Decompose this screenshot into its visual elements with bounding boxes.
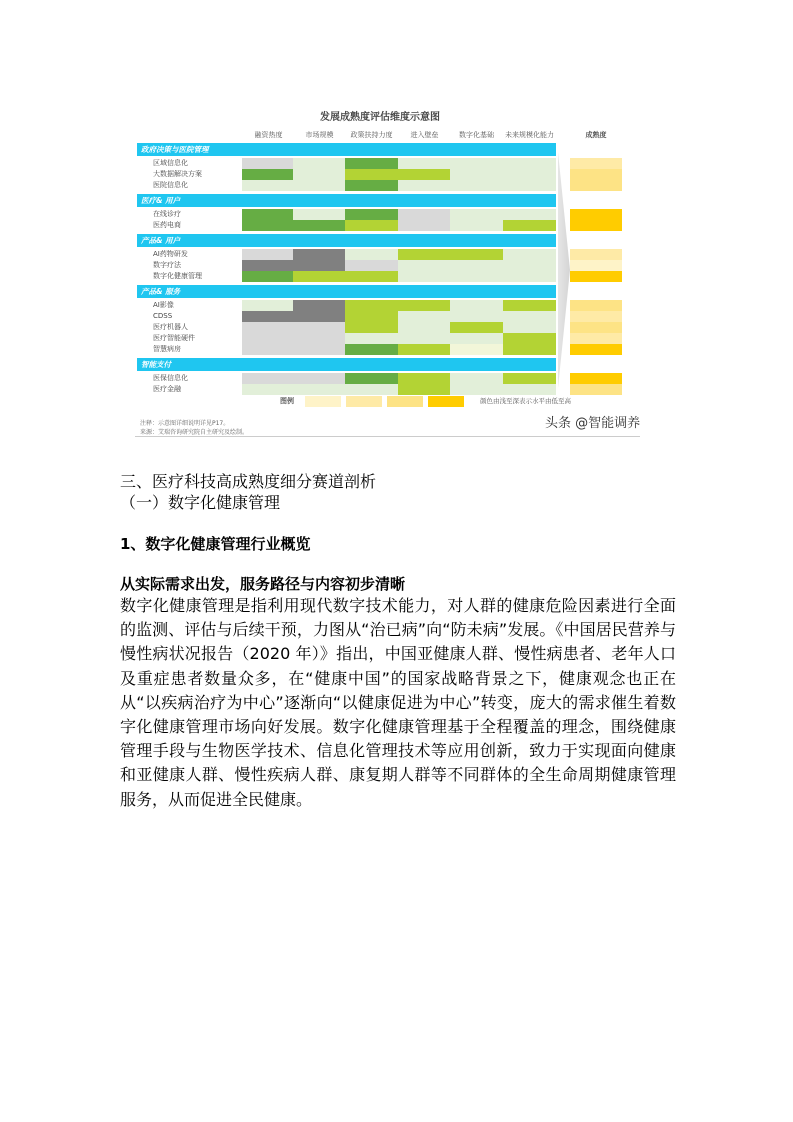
heatmap-cell	[398, 169, 450, 180]
heatmap-cell	[398, 300, 450, 311]
heatmap-cell	[398, 220, 450, 231]
heatmap-cell	[293, 249, 345, 260]
heatmap-cell	[450, 384, 503, 395]
category-header: 医疗& 用户	[137, 194, 556, 207]
heatmap-cell	[503, 271, 556, 282]
heatmap-cell	[450, 322, 503, 333]
heatmap-cell	[345, 209, 398, 220]
row-label: 数字疗法	[153, 261, 181, 269]
maturity-cell	[570, 373, 622, 384]
heatmap-cell	[450, 373, 503, 384]
category-header: 智能支付	[137, 358, 556, 371]
watermark: 头条 @智能调养	[545, 416, 641, 431]
heatmap-cell	[398, 311, 450, 322]
heatmap-cell	[293, 384, 345, 395]
maturity-cell	[570, 158, 622, 169]
maturity-cell	[570, 311, 622, 322]
heatmap-cell	[503, 220, 556, 231]
heatmap-cell	[242, 180, 293, 191]
maturity-cell	[570, 180, 622, 191]
row-label: 医疗机器人	[153, 323, 188, 331]
heatmap-cell	[293, 271, 345, 282]
heatmap-cell	[242, 158, 293, 169]
row-label: 医疗智能硬件	[153, 334, 195, 342]
heatmap-cell	[293, 333, 345, 344]
heatmap-cell	[242, 220, 293, 231]
row-label: 医疗金融	[153, 385, 181, 393]
legend-swatch	[346, 396, 382, 407]
heatmap-cell	[242, 249, 293, 260]
heatmap-cell	[450, 333, 503, 344]
figure-title: 发展成熟度评估维度示意图	[320, 112, 440, 123]
heatmap-cell	[503, 373, 556, 384]
row-label: 数字化健康管理	[153, 272, 202, 280]
heatmap-cell	[242, 311, 293, 322]
heatmap-cell	[345, 180, 398, 191]
maturity-cell	[570, 260, 622, 271]
row-label: 医药电商	[153, 221, 181, 229]
heatmap-cell	[503, 169, 556, 180]
row-label: AI药物研发	[153, 250, 188, 258]
maturity-cell	[570, 322, 622, 333]
heatmap-cell	[503, 260, 556, 271]
heatmap-cell	[398, 180, 450, 191]
heatmap-cell	[503, 384, 556, 395]
heatmap-cell	[503, 300, 556, 311]
heatmap-cell	[242, 373, 293, 384]
heatmap-cell	[242, 300, 293, 311]
maturity-cell	[570, 344, 622, 355]
body-paragraph: 数字化健康管理是指利用现代数字技术能力，对人群的健康危险因素进行全面的监测、评估与后续干预，力图从“治已病”向“防未病”发展。《中国居民营养与慢性病状况报告（2020 年）》指出，中国亚健康人群、慢性病患者、老年人口及重症患者数量众多，在“健康中国”的国家战略背景之下，健康观念也正在从“以疾病治疗为中心”逐渐向“以健康促进为中心”转变，庞大的需求催生着数字化健康管理市场向好发展。数字化健康管理基于全程覆盖的理念，围绕健康管理手段与生物医学技术、信息化管理技术等应用创新，致力于实现面向健康和亚健康人群、慢性疾病人群、康复期人群等不同群体的全生命周期健康管理服务，从而促进全民健康。	[120, 596, 676, 809]
row-label: 在线诊疗	[153, 210, 181, 218]
maturity-cell	[570, 220, 622, 231]
divider	[135, 436, 640, 437]
heatmap-cell	[398, 158, 450, 169]
heatmap-cell	[345, 271, 398, 282]
heatmap-cell	[293, 169, 345, 180]
heatmap-cell	[293, 180, 345, 191]
heatmap-cell	[242, 384, 293, 395]
heatmap-cell	[503, 322, 556, 333]
heatmap-cell	[398, 209, 450, 220]
heatmap-cell	[242, 344, 293, 355]
heatmap-cell	[293, 220, 345, 231]
heatmap-cell	[345, 311, 398, 322]
heatmap-cell	[503, 344, 556, 355]
heatmap-cell	[503, 158, 556, 169]
heatmap-cell	[398, 373, 450, 384]
subsection-title: （一）数字化健康管理	[120, 493, 281, 512]
heatmap-cell	[345, 333, 398, 344]
figure-note: 注释：示意图详细说明详见P17。	[140, 420, 230, 427]
heatmap-cell	[398, 271, 450, 282]
heatmap-cell	[293, 344, 345, 355]
column-header: 进入壁垒	[410, 131, 439, 139]
heatmap-cell	[242, 271, 293, 282]
legend-label: 图例	[280, 397, 294, 405]
row-label: 大数据解决方案	[153, 170, 202, 178]
legend-swatch	[305, 396, 341, 407]
heading-overview: 1、数字化健康管理行业概览	[120, 535, 311, 553]
column-header: 市场规模	[305, 131, 334, 139]
heatmap-cell	[345, 344, 398, 355]
heatmap-cell	[398, 260, 450, 271]
row-label: 智慧病房	[153, 345, 181, 353]
heatmap-cell	[450, 311, 503, 322]
row-label: CDSS	[153, 312, 173, 320]
category-header: 产品& 用户	[137, 234, 556, 247]
maturity-cell	[570, 271, 622, 282]
maturity-cell	[570, 300, 622, 311]
heatmap-cell	[242, 169, 293, 180]
heatmap-cell	[293, 322, 345, 333]
category-header: 政府决策与医院管理	[137, 143, 556, 156]
figure-source: 来源：艾瑞咨询研究院自主研究及绘制。	[140, 429, 249, 436]
heading-demand: 从实际需求出发，服务路径与内容初步清晰	[120, 575, 406, 593]
heatmap-cell	[450, 169, 503, 180]
heatmap-cell	[293, 209, 345, 220]
heatmap-cell	[242, 209, 293, 220]
heatmap-cell	[450, 209, 503, 220]
maturity-header: 成熟度	[585, 131, 607, 139]
heatmap-cell	[293, 158, 345, 169]
maturity-cell	[570, 209, 622, 220]
heatmap-cell	[450, 220, 503, 231]
heatmap-cell	[503, 333, 556, 344]
heatmap-cell	[398, 384, 450, 395]
column-header: 未来规模化能力	[505, 131, 554, 139]
row-label: 医院信息化	[153, 181, 188, 189]
maturity-cell	[570, 249, 622, 260]
row-label: AI影像	[153, 301, 174, 309]
arrow-shape	[558, 152, 570, 388]
section-title: 三、医疗科技高成熟度细分赛道剖析	[120, 472, 377, 491]
heatmap-cell	[450, 260, 503, 271]
heatmap-cell	[450, 344, 503, 355]
heatmap-cell	[450, 180, 503, 191]
heatmap-cell	[503, 311, 556, 322]
row-label: 区域信息化	[153, 159, 188, 167]
heatmap-cell	[293, 260, 345, 271]
heatmap-cell	[345, 373, 398, 384]
heatmap-cell	[345, 260, 398, 271]
maturity-cell	[570, 384, 622, 395]
heatmap-cell	[450, 158, 503, 169]
heatmap-cell	[293, 373, 345, 384]
heatmap-cell	[398, 322, 450, 333]
legend-swatch	[428, 396, 464, 407]
heatmap-cell	[345, 220, 398, 231]
heatmap-cell	[450, 300, 503, 311]
heatmap-cell	[345, 384, 398, 395]
category-header: 产品& 服务	[137, 285, 556, 298]
heatmap-cell	[398, 333, 450, 344]
heatmap-cell	[345, 169, 398, 180]
heatmap-cell	[503, 209, 556, 220]
heatmap-cell	[242, 333, 293, 344]
heatmap-cell	[345, 322, 398, 333]
heatmap-cell	[450, 271, 503, 282]
heatmap-cell	[450, 249, 503, 260]
heatmap-cell	[345, 249, 398, 260]
legend-text: 颜色由浅至深表示水平由低至高	[480, 397, 571, 405]
row-label: 医保信息化	[153, 374, 188, 382]
heatmap-cell	[503, 249, 556, 260]
column-header: 政策扶持力度	[350, 131, 393, 139]
legend-swatch	[387, 396, 423, 407]
column-header: 融资热度	[254, 131, 283, 139]
heatmap-cell	[398, 344, 450, 355]
heatmap-cell	[345, 158, 398, 169]
maturity-cell	[570, 169, 622, 180]
heatmap-cell	[345, 300, 398, 311]
heatmap-cell	[398, 249, 450, 260]
maturity-cell	[570, 333, 622, 344]
column-header: 数字化基础	[459, 131, 494, 139]
heatmap-cell	[242, 322, 293, 333]
maturity-figure	[135, 104, 660, 440]
heatmap-cell	[503, 180, 556, 191]
heatmap-cell	[293, 300, 345, 311]
heatmap-cell	[242, 260, 293, 271]
heatmap-cell	[293, 311, 345, 322]
